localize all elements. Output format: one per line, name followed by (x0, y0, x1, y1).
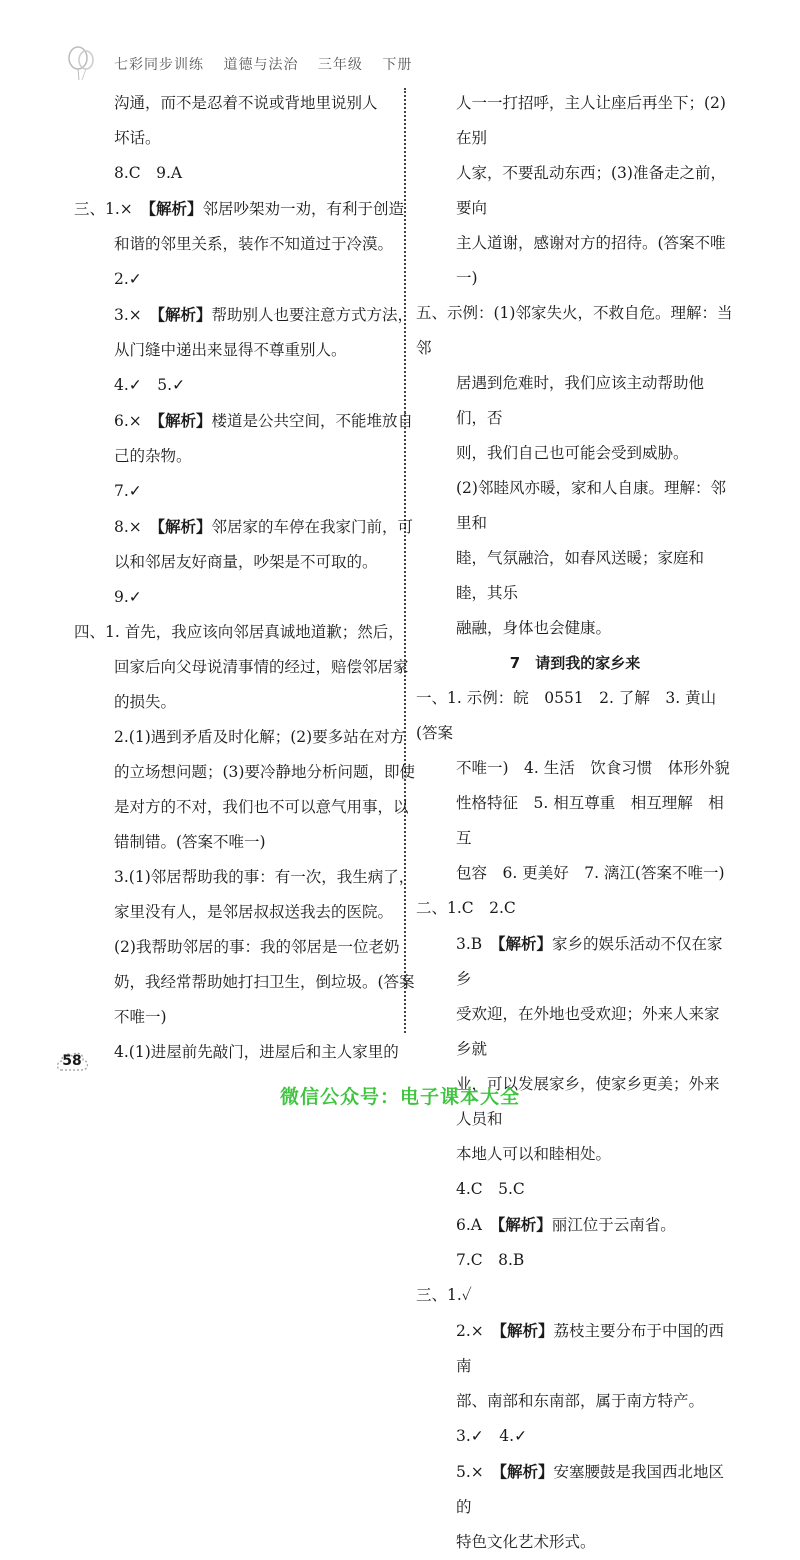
text-line: 3.(1)邻居帮助我的事：有一次，我生病了， (114, 868, 415, 886)
answer-line (74, 191, 418, 227)
text-line: 本地人可以和睦相处。 (456, 1145, 612, 1163)
analysis-text: 邻居家的车停在我家门前，可 (211, 518, 414, 536)
text-line: 的立场想问题；(3)要冷静地分析问题，即使 (114, 763, 415, 781)
page-number-text: 58 (62, 1053, 82, 1069)
analysis-tag: 【解析】 (157, 411, 212, 430)
text-line: 融融，身体也会健康。 (456, 619, 612, 637)
text-line: 4.(1)进屋前先敲门，进屋后和主人家里的 (114, 1043, 399, 1061)
text-line: 四、1. 首先，我应该向邻居真诚地道歉；然后， (74, 623, 404, 641)
analysis-text: 帮助别人也要注意方式方法， (211, 306, 414, 324)
analysis-tag: 【解析】 (497, 1215, 552, 1234)
item-number: 3.B (456, 935, 498, 953)
header-subject: 道德与法治 (223, 57, 299, 73)
text-line: 从门缝中递出来显得不尊重别人。 (114, 341, 347, 359)
item-number: 8.× (114, 518, 158, 536)
text-line: 业，可以发展家乡，使家乡更美；外来人员和 (456, 1075, 720, 1128)
text-line: 坏话。 (114, 129, 161, 147)
text-line: 和谐的邻里关系，装作不知道过于冷漠。 (114, 235, 394, 253)
text-line: 7.C 8.B (456, 1251, 525, 1269)
answer-line (416, 926, 734, 997)
text-line: 特色文化艺术形式。 (456, 1533, 596, 1551)
text-line: 睦，气氛融洽，如春风送暖；家庭和睦，其乐 (456, 549, 705, 602)
text-line: 3.✓ 4.✓ (456, 1427, 528, 1445)
header-grade: 三年级 (317, 57, 363, 73)
text-line: 2.✓ (114, 270, 142, 288)
text-line: (2)邻睦风亦暖，家和人自康。理解：邻里和 (456, 479, 726, 532)
text-line: 三、1.✓ (416, 1286, 472, 1304)
balloon-logo-icon (66, 46, 96, 82)
text-line: 一、1. 示例：皖 0551 2. 了解 3. 黄山(答案 (416, 689, 717, 742)
text-line: 回家后向父母说清事情的经过，赔偿邻居家 (114, 658, 409, 676)
analysis-tag: 【解析】 (148, 199, 203, 218)
answer-line (416, 1207, 734, 1243)
text-line: 则，我们自己也可能会受到威胁。 (456, 444, 689, 462)
analysis-tag: 【解析】 (499, 1321, 554, 1340)
text-line: 错制错。(答案不唯一) (114, 833, 266, 851)
text-line: 不唯一) 4. 生活 饮食习惯 体形外貌 (456, 759, 730, 777)
item-number: 3.× (114, 306, 158, 324)
answer-line (74, 509, 418, 545)
page-number (54, 1046, 90, 1076)
answer-line (416, 1313, 734, 1384)
item-number: 三、1.× (74, 200, 149, 218)
text-line: 主人道谢，感谢对方的招待。(答案不唯一) (456, 234, 726, 287)
text-line: 居遇到危难时，我们应该主动帮助他们，否 (456, 374, 705, 427)
answer-line (74, 403, 418, 439)
analysis-text: 邻居吵架劝一劝，有利于创造 (202, 200, 405, 218)
text-line: 家里没有人，是邻居叔叔送我去的医院。 (114, 903, 394, 921)
lesson-title: 7 请到我的家乡来 (509, 654, 641, 672)
text-line: (2)我帮助邻居的事：我的邻居是一位老奶 (114, 938, 400, 956)
text-line: 人一一打招呼，主人让座后再坐下；(2)在别 (456, 94, 726, 147)
text-line: 五、示例：(1)邻家失火，不救自危。理解：当邻 (416, 304, 733, 357)
text-line: 7.✓ (114, 482, 142, 500)
analysis-text: 荔枝主要分布于中国的西南 (456, 1322, 725, 1375)
analysis-tag: 【解析】 (157, 517, 212, 536)
text-line: 4.C 5.C (456, 1180, 525, 1198)
text-line: 性格特征 5. 相互尊重 相互理解 相互 (456, 794, 724, 847)
answer-line (416, 1454, 734, 1525)
item-number: 6.A (456, 1216, 498, 1234)
text-line: 受欢迎，在外地也受欢迎；外来人来家乡就 (456, 1005, 720, 1058)
item-number: 6.× (114, 412, 158, 430)
analysis-tag: 【解析】 (497, 934, 552, 953)
footer-watermark: 微信公众号：电子课本大全 (279, 1086, 520, 1108)
text-line: 不唯一) (114, 1008, 167, 1026)
analysis-text: 楼道是公共空间，不能堆放自 (211, 412, 414, 430)
text-line: 2.(1)遇到矛盾及时化解；(2)要多站在对方 (114, 728, 406, 746)
text-line: 4.✓ 5.✓ (114, 376, 186, 394)
analysis-tag: 【解析】 (499, 1462, 554, 1481)
analysis-tag: 【解析】 (157, 305, 212, 324)
header-volume: 下册 (382, 57, 413, 73)
page-header (66, 44, 726, 84)
text-line: 的损失。 (114, 693, 177, 711)
text-line: 9.✓ (114, 588, 142, 606)
text-line: 以和邻居友好商量，吵架是不可取的。 (114, 553, 378, 571)
text-line: 二、1.C 2.C (416, 899, 516, 917)
text-line: 沟通，而不是忍着不说或背地里说别人 (114, 94, 378, 112)
text-line: 8.C 9.A (114, 164, 183, 182)
analysis-text: 丽江位于云南省。 (551, 1216, 676, 1234)
header-series: 七彩同步训练 (114, 57, 204, 73)
text-line: 部、南部和东南部，属于南方特产。 (456, 1392, 705, 1410)
analysis-text: 安塞腰鼓是我国西北地区的 (456, 1463, 725, 1516)
answer-line (74, 297, 418, 333)
analysis-text: 家乡的娱乐活动不仅在家乡 (456, 935, 723, 988)
text-line: 己的杂物。 (114, 447, 192, 465)
text-line: 包容 6. 更美好 7. 漓江(答案不唯一) (456, 864, 725, 882)
right-column (416, 86, 734, 1560)
text-line: 人家，不要乱动东西；(3)准备走之前，要向 (456, 164, 726, 217)
item-number: 2.× (456, 1322, 500, 1340)
text-line: 是对方的不对，我们也不可以意气用事，以 (114, 798, 409, 816)
item-number: 5.× (456, 1463, 500, 1481)
text-line: 奶，我经常帮助她打扫卫生，倒垃圾。(答案 (114, 973, 415, 991)
left-column (74, 86, 418, 1070)
